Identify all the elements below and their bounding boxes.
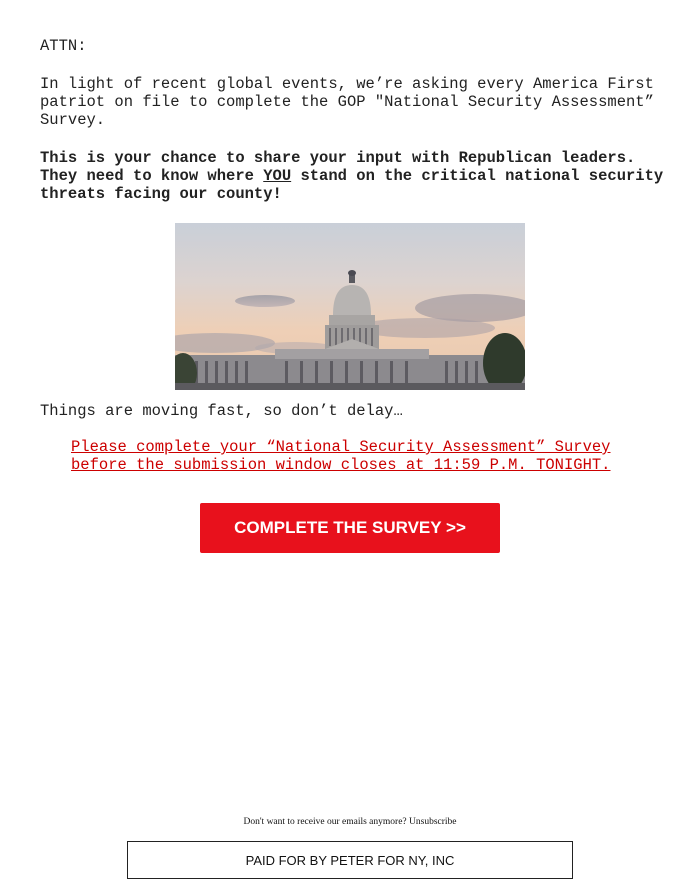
intro-paragraph: In light of recent global events, we’re asking every America First patriot on file to complete the GOP "National Security Assessment” Survey.	[40, 75, 654, 129]
unsubscribe-link[interactable]: Unsubscribe	[409, 817, 457, 827]
appeal-paragraph	[40, 149, 670, 203]
appeal-emphasis: YOU	[263, 167, 292, 185]
appeal-text-start: This is your chance to share your input with Republican leaders. They need to know where	[40, 149, 636, 185]
email-body	[40, 37, 670, 553]
attn-heading: ATTN:	[40, 37, 87, 55]
capitol-hero-image	[175, 223, 525, 390]
unsubscribe-prompt: Don't want to receive our emails anymore?	[243, 817, 407, 827]
unsubscribe-note	[0, 817, 700, 827]
capitol-building-illustration	[175, 223, 525, 390]
cta-container	[200, 503, 670, 553]
paid-for-disclaimer	[127, 841, 573, 879]
survey-deadline-link[interactable]	[71, 438, 670, 474]
paid-for-text: PAID FOR BY PETER FOR NY, INC	[245, 852, 455, 868]
complete-survey-button[interactable]: COMPLETE THE SURVEY >>	[200, 503, 500, 553]
survey-deadline-line-1: Please complete your “National Security Assessment” Survey	[71, 438, 611, 456]
urgency-line: Things are moving fast, so don’t delay…	[40, 402, 403, 420]
survey-deadline-line-2: before the submission window closes at 11:59 P.M. TONIGHT.	[71, 456, 611, 474]
appeal-text-end: stand on the critical national security threats facing our county!	[40, 167, 664, 203]
